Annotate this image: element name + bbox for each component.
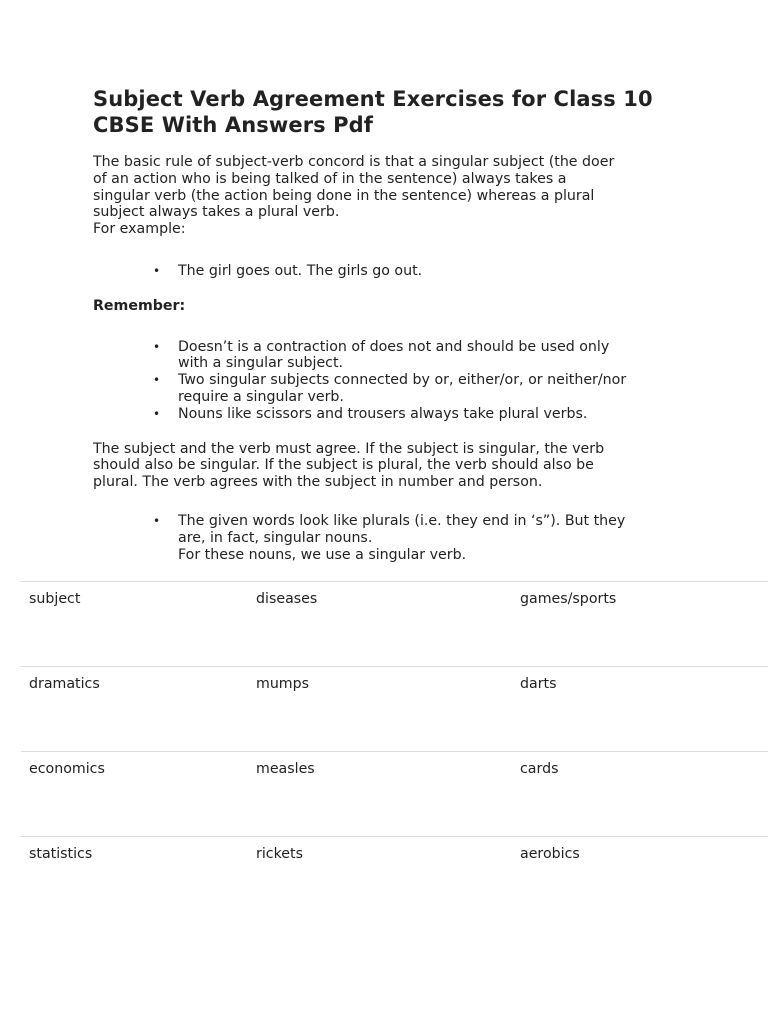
- table-cell: measles: [248, 752, 512, 837]
- table-cell: statistics: [21, 837, 248, 922]
- list-item-text: are, in fact, singular nouns.: [178, 529, 373, 546]
- intro-line: of an action who is being talked of in the sentence) always takes a: [93, 170, 567, 187]
- given-words-list: [93, 513, 683, 563]
- bullet-icon: •: [153, 263, 161, 278]
- table-cell: aerobics: [512, 837, 768, 922]
- singular-nouns-table: [21, 581, 768, 921]
- list-item: [93, 263, 683, 280]
- list-item: [93, 406, 683, 423]
- bullet-icon: •: [153, 339, 161, 354]
- article: [93, 86, 683, 563]
- table-cell: mumps: [248, 667, 512, 752]
- example-list: [93, 263, 683, 280]
- bullet-icon: •: [153, 513, 161, 528]
- intro-line: subject always takes a plural verb.: [93, 204, 340, 221]
- list-item-text: require a singular verb.: [178, 388, 344, 405]
- list-item: [93, 513, 683, 563]
- list-item-text: Nouns like scissors and trousers always take plural verbs.: [178, 405, 588, 422]
- intro-line: singular verb (the action being done in the sentence) whereas a plural: [93, 187, 595, 204]
- table-cell: cards: [512, 752, 768, 837]
- page-title: Subject Verb Agreement Exercises for Class 10 CBSE With Answers Pdf: [93, 87, 653, 137]
- bullet-icon: •: [153, 373, 161, 388]
- list-item-text: For these nouns, we use a singular verb.: [178, 546, 467, 563]
- table-row: [21, 667, 768, 752]
- list-item-text: with a singular subject.: [178, 355, 344, 372]
- agreement-paragraph: [93, 441, 683, 491]
- agreement-line: plural. The verb agrees with the subject in number and person.: [93, 474, 543, 491]
- list-item-text: The girl goes out. The girls go out.: [178, 262, 423, 279]
- table-cell: rickets: [248, 837, 512, 922]
- bullet-icon: •: [153, 406, 161, 421]
- table-cell: economics: [21, 752, 248, 837]
- table-cell: dramatics: [21, 667, 248, 752]
- table-cell: darts: [512, 667, 768, 752]
- intro-paragraph: [93, 154, 683, 238]
- table-cell: subject: [21, 582, 248, 667]
- agreement-line: The subject and the verb must agree. If the subject is singular, the verb: [93, 440, 605, 457]
- list-item-text: Two singular subjects connected by or, either/or, or neither/nor: [178, 372, 627, 389]
- remember-list: [93, 339, 683, 423]
- remember-heading: Remember:: [93, 297, 186, 314]
- list-item-text: Doesn’t is a contraction of does not and should be used only: [178, 338, 610, 355]
- table-row: [21, 837, 768, 922]
- intro-line: For example:: [93, 221, 186, 238]
- intro-line: The basic rule of subject-verb concord is that a singular subject (the doer: [93, 154, 615, 170]
- table-row: [21, 752, 768, 837]
- list-item: [93, 339, 683, 373]
- table-cell: diseases: [248, 582, 512, 667]
- table-row: [21, 582, 768, 667]
- table-cell: games/sports: [512, 582, 768, 667]
- agreement-line: should also be singular. If the subject is plural, the verb should also be: [93, 457, 594, 474]
- list-item: [93, 372, 683, 406]
- list-item-text: The given words look like plurals (i.e. they end in ‘s”). But they: [178, 512, 626, 529]
